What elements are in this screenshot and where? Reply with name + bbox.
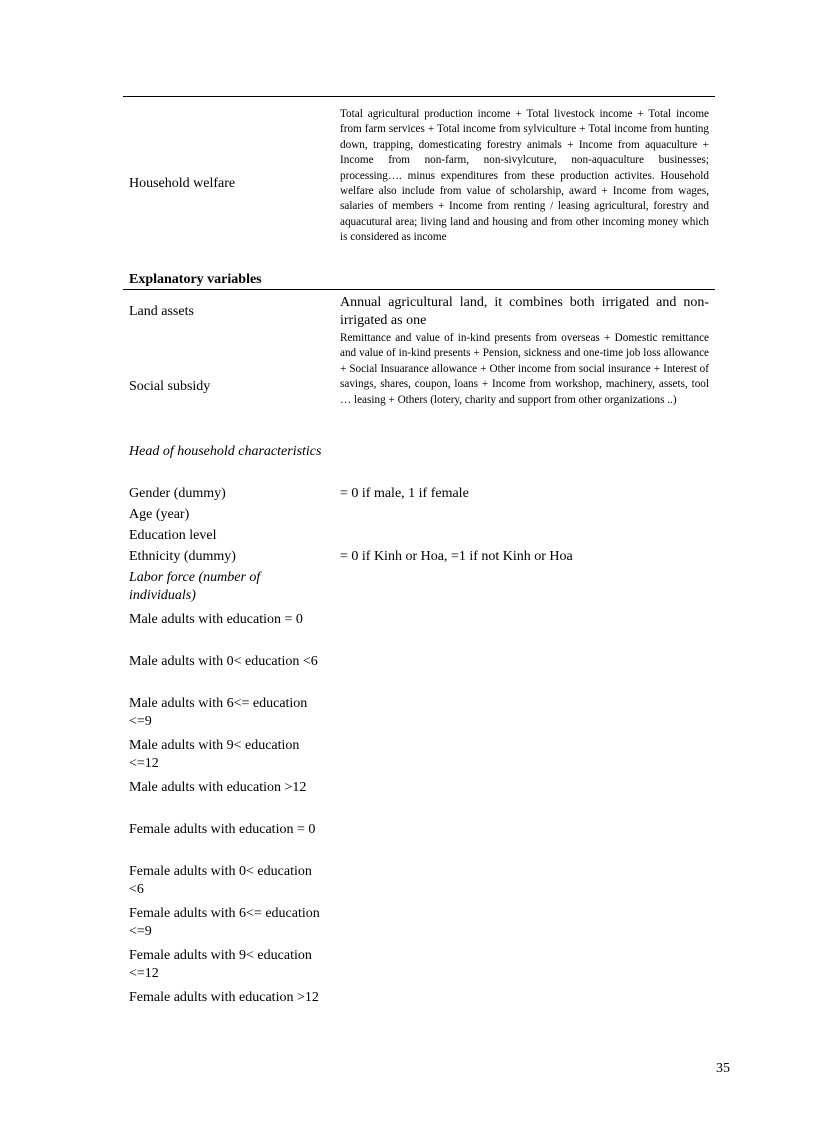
household-welfare-label: Household welfare bbox=[129, 176, 236, 191]
ethnicity-label: Ethnicity (dummy) bbox=[129, 549, 236, 564]
ethnicity-definition: = 0 if Kinh or Hoa, =1 if not Kinh or Hoa bbox=[340, 549, 573, 564]
section-rule bbox=[123, 289, 715, 290]
labor-item: Female adults with 0< education <6 bbox=[129, 864, 312, 897]
table-top-rule bbox=[123, 96, 715, 97]
explanatory-variables-heading: Explanatory variables bbox=[129, 272, 262, 287]
labor-item: Male adults with 6<= education <=9 bbox=[129, 696, 308, 729]
household-welfare-definition: Total agricultural production income + Total livestock income + Total income from farm services + Total income from sylviculture + Total income from hunting down, trapping, domesticating forestry animals + Income from aquaculture + Income from non-farm, non-sivylcuture, non-aquaculture businesses; processing…. minus expenditures from these production activites. Household welfare also include from value of scholarship, award + Income from wages, salaries of members + Income from renting / leasing agricultural, forestry and aquacutural area; living land and housing and from other incoming money which is considered as income bbox=[340, 108, 709, 244]
land-assets-label: Land assets bbox=[129, 304, 194, 319]
labor-item: Male adults with 9< education <=12 bbox=[129, 738, 300, 771]
social-subsidy-label: Social subsidy bbox=[129, 379, 211, 394]
labor-force-heading: Labor force (number of individuals) bbox=[129, 570, 261, 603]
gender-definition: = 0 if male, 1 if female bbox=[340, 486, 469, 501]
page-number: 35 bbox=[716, 1061, 730, 1076]
labor-item: Female adults with education >12 bbox=[129, 990, 319, 1005]
age-label: Age (year) bbox=[129, 507, 190, 522]
labor-item: Male adults with 0< education <6 bbox=[129, 654, 318, 669]
labor-item: Male adults with education >12 bbox=[129, 780, 307, 795]
head-of-household-heading: Head of household characteristics bbox=[129, 444, 322, 459]
education-level-label: Education level bbox=[129, 528, 217, 543]
land-assets-definition: Annual agricultural land, it combines both irrigated and non-irrigated as one bbox=[340, 295, 709, 328]
labor-item: Female adults with 9< education <=12 bbox=[129, 948, 312, 981]
social-subsidy-definition: Remittance and value of in-kind presents from overseas + Domestic remittance and value of in-kind presents + Pension, sickness and one-time job loss allowance + Social Insuarance allowance + Other income from social insurance + Interest of savings, shares, coupon, loans + Income from workshop, machinery, assets, tool … leasing + Others (lotery, charity and support from other organizations ..) bbox=[340, 332, 709, 406]
labor-item: Female adults with 6<= education <=9 bbox=[129, 906, 320, 939]
labor-item: Female adults with education = 0 bbox=[129, 822, 316, 837]
gender-label: Gender (dummy) bbox=[129, 486, 226, 501]
labor-item: Male adults with education = 0 bbox=[129, 612, 303, 627]
